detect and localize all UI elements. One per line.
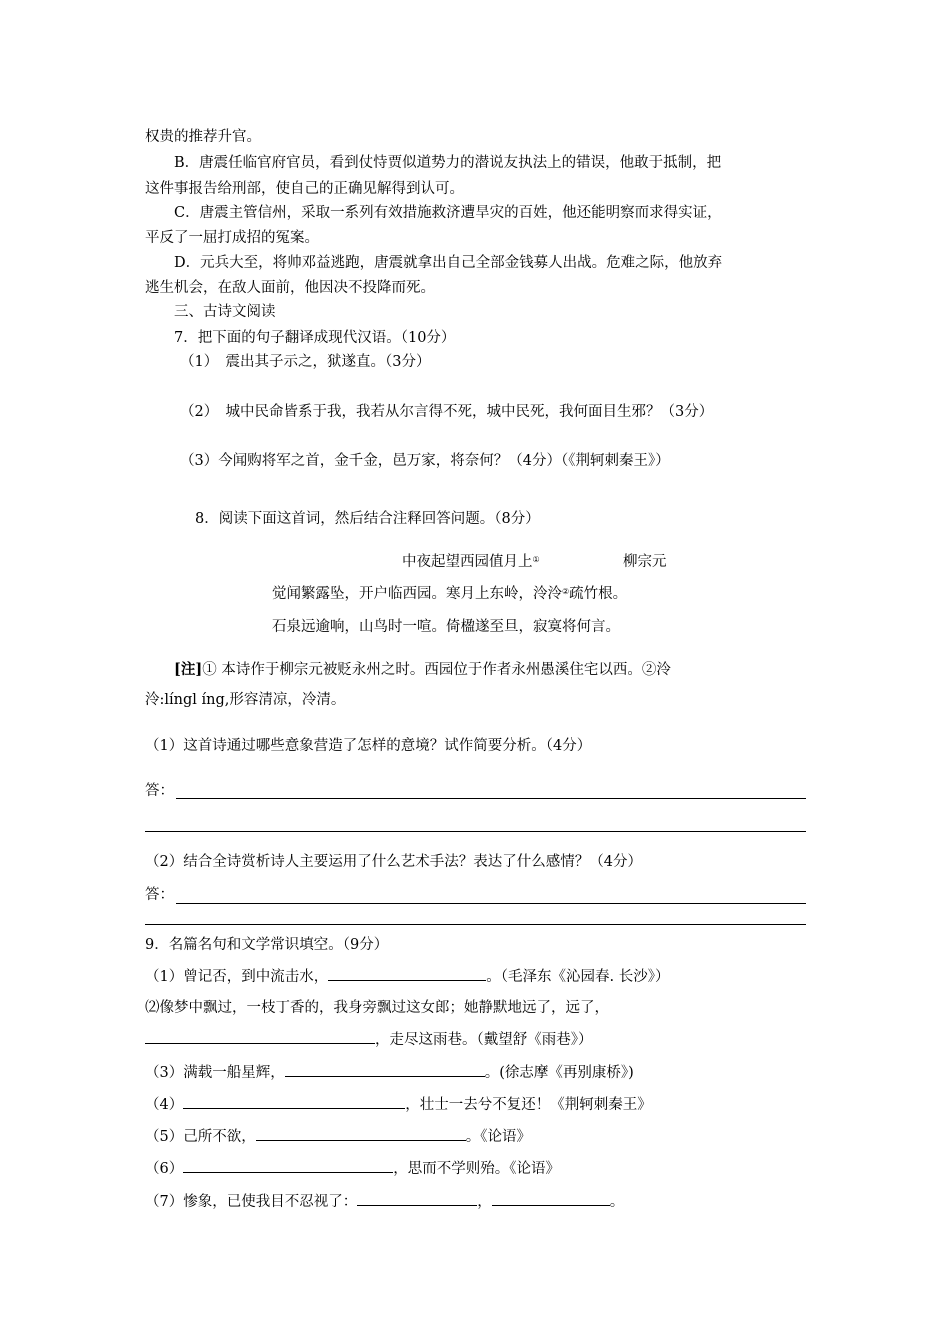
footnote-marker-1: ① (532, 555, 540, 564)
answer-line[interactable] (145, 924, 806, 925)
option-d-line1: D．元兵大至，将帅邓益逃跑，唐震就拿出自己全部金钱募人出战。危难之际，他放弃 (174, 255, 723, 271)
q9-item-4: （4） ，壮士一去兮不复还！《荆轲刺秦王》 (145, 1094, 652, 1115)
blank-field[interactable] (145, 1029, 375, 1044)
option-a-tail: 权贵的推荐升官。 (145, 129, 261, 145)
q7-sentence-2: （2） 城中民命皆系于我，我若从尔言得不死，城中民死，我何面目生邪？（3分） (180, 404, 714, 420)
section-heading: 三、古诗文阅读 (174, 304, 276, 320)
q9-item-1: （1）曾记否，到中流击水， 。（毛泽东《沁园春. 长沙》） (145, 966, 669, 987)
q7-sentence-1: （1） 震出其子示之，狱遂直。（3分） (180, 354, 431, 370)
option-d-line2: 逃生机会，在敌人面前，他因决不投降而死。 (145, 280, 435, 296)
q9-item-2: ⑵像梦中飘过，一枝丁香的，我身旁飘过这女郎；她静默地远了，远了， (145, 1000, 609, 1016)
poem-author: 柳宗元 (623, 554, 667, 570)
answer-line[interactable] (176, 798, 806, 799)
q9-item-7: （7）惨象，已使我目不忍视了： ， 。 (145, 1191, 624, 1212)
option-b-line2: 这件事报告给刑部，使自己的正确见解得到认可。 (145, 181, 464, 197)
q8-sub2: （2）结合全诗赏析诗人主要运用了什么艺术手法？表达了什么感情？（4分） (145, 854, 642, 870)
q8-sub1: （1）这首诗通过哪些意象营造了怎样的意境？试作简要分析。（4分） (145, 738, 592, 754)
poem-note-line2: 泠:língl íng,形容清凉，冷清。 (145, 692, 346, 708)
poem-note: [注]① 本诗作于柳宗元被贬永州之时。西园位于作者永州愚溪住宅以西。②泠 (174, 661, 671, 678)
note-label: [注] (174, 661, 203, 678)
q7-sentence-3: （3）今闻购将军之首，金千金，邑万家，将奈何？（4分）（《荆轲刺秦王》） (180, 453, 670, 469)
q9-item-2-cont: ，走尽这雨巷。（戴望舒《雨巷》） (145, 1029, 593, 1050)
answer-label-2: 答： (145, 887, 174, 903)
option-c-line2: 平反了一屈打成招的冤案。 (145, 230, 319, 246)
q9-title: 9．名篇名句和文学常识填空。（9分） (145, 937, 389, 953)
blank-field[interactable] (285, 1062, 485, 1077)
q9-item-3: （3）满载一船星辉， 。(徐志摩《再别康桥》) (145, 1062, 634, 1083)
blank-field[interactable] (328, 966, 486, 981)
blank-field[interactable] (256, 1126, 466, 1141)
q9-item-5: （5）己所不欲， 。《论语》 (145, 1126, 531, 1147)
option-c-line1: C．唐震主管信州，采取一系列有效措施救济遭旱灾的百姓，他还能明察而求得实证， (174, 205, 722, 221)
blank-field[interactable] (183, 1094, 405, 1109)
q7-title: 7．把下面的句子翻译成现代汉语。（10分） (174, 330, 456, 346)
option-b-line1: B．唐震任临官府官员，看到仗恃贾似道势力的潜说友执法上的错误，他敢于抵制，把 (174, 155, 722, 171)
footnote-marker-2: ② (562, 587, 570, 596)
answer-label-1: 答： (145, 783, 174, 799)
answer-line[interactable] (145, 831, 806, 832)
q8-title: 8．阅读下面这首词，然后结合注释回答问题。（8分） (195, 511, 540, 527)
blank-field[interactable] (183, 1158, 393, 1173)
poem-line-2: 石泉远逾响，山鸟时一喧。倚楹遂至旦，寂寞将何言。 (272, 619, 620, 635)
answer-line[interactable] (176, 903, 806, 904)
q9-item-6: （6） ，思而不学则殆。《论语》 (145, 1158, 560, 1179)
blank-field[interactable] (492, 1191, 610, 1206)
blank-field[interactable] (357, 1191, 477, 1206)
poem-title: 中夜起望西园值月上① (402, 554, 540, 570)
poem-line-1: 觉闻繁露坠，开户临西园。寒月上东岭，泠泠②疏竹根。 (272, 586, 628, 602)
